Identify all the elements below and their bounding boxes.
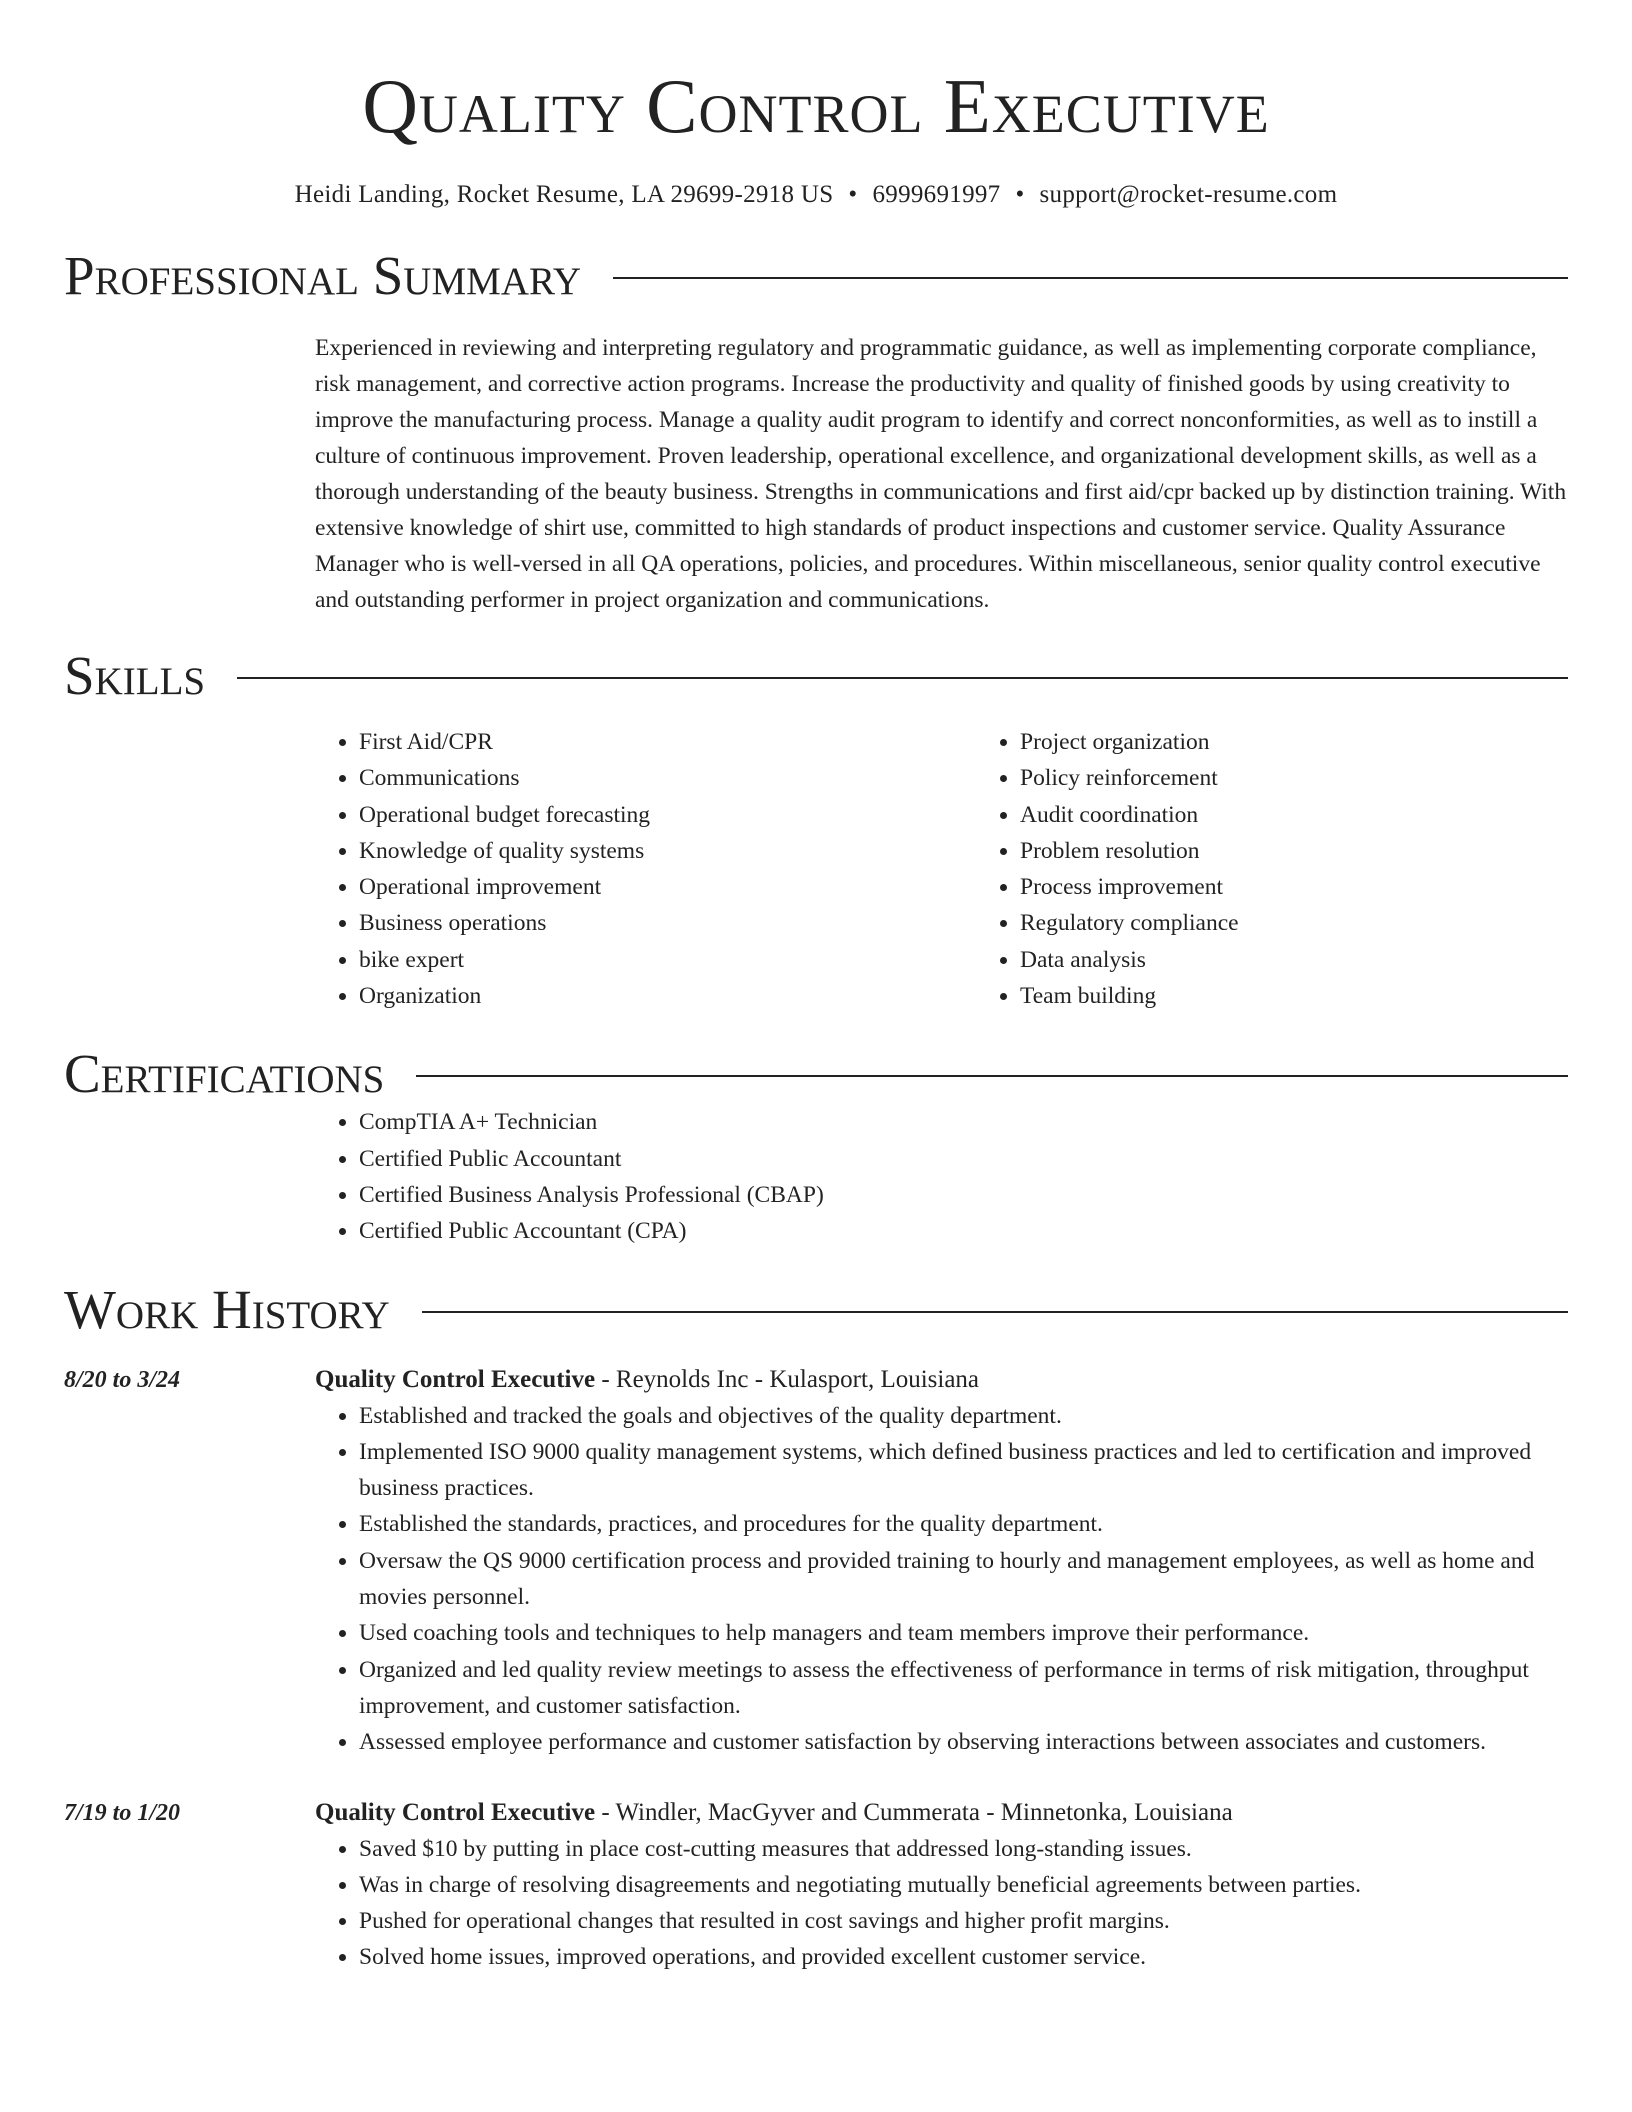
contact-line [64,180,1568,210]
section-divider [416,1075,1568,1077]
certification-item: • CompTIA A+ Technician [359,1104,1568,1140]
skill-item: • Policy reinforcement [1020,760,1632,796]
contact-separator: • [1015,181,1025,208]
summary-header [64,246,1568,306]
skill-item: • First Aid/CPR [359,724,976,760]
job-dates: 7/19 to 1/20 [64,1799,181,1826]
skill-item: • Operational improvement [359,869,976,905]
skill-item: • bike expert [359,942,976,978]
skills-section [64,646,1568,1014]
job-company-location: - Windler, MacGyver and Cummerata - Minnetonka, Louisiana [595,1798,1233,1826]
skills-heading: Skills [64,645,206,706]
resume-title: Quality Control Executive [362,63,1270,149]
job-bullet: • Implemented ISO 9000 quality management systems, which defined business practices and led to certification and improved business practices. [359,1434,1568,1507]
summary-heading: Professional Summary [64,245,582,306]
work-history-section [64,1280,1568,1976]
skills-header [64,646,1568,706]
skill-item: • Team building [1020,978,1632,1014]
skill-item: • Data analysis [1020,942,1632,978]
summary-section [64,246,1568,618]
skill-item: • Project organization [1020,724,1632,760]
job-heading [315,1795,1568,1831]
job-bullet: • Used coaching tools and techniques to help managers and team members improve their performance. [359,1615,1568,1651]
certifications-section [64,1044,1568,1249]
job-entry [64,1795,1568,1976]
certification-item: • Certified Public Accountant [359,1141,1568,1177]
skill-item: • Business operations [359,905,976,941]
section-divider [422,1311,1568,1313]
job-bullet: • Established the standards, practices, and procedures for the quality department. [359,1506,1568,1542]
job-bullet: • Was in charge of resolving disagreements and negotiating mutually beneficial agreements between parties. [359,1867,1568,1903]
certifications-list [315,1104,1568,1249]
skills-grid [315,724,1568,1014]
contact-separator: • [848,181,858,208]
contact-address: Heidi Landing, Rocket Resume, LA 29699-2918 US [294,181,834,208]
skill-item: • Communications [359,760,976,796]
job-bullet: • Saved $10 by putting in place cost-cutting measures that addressed long-standing issues. [359,1831,1568,1867]
section-divider [237,677,1568,679]
job-bullets [315,1831,1568,1976]
skill-item: • Problem resolution [1020,833,1632,869]
job-dates: 8/20 to 3/24 [64,1366,181,1393]
skill-item: • Operational budget forecasting [359,797,976,833]
skill-item: • Organization [359,978,976,1014]
contact-email: support@rocket-resume.com [1039,181,1338,208]
job-bullet: • Established and tracked the goals and objectives of the quality department. [359,1398,1568,1434]
summary-text: Experienced in reviewing and interpreting regulatory and programmatic guidance, as well as implementing corporate compliance, risk management, and corrective action programs. Increase the productivity and quality of finished goods by using creativity to improve the manufacturing process. Manage a quality audit program to identify and correct nonconformities, as well as to instill a culture of continuous improvement. Proven leadership, operational excellence, and organizational development skills, as well as a thorough understanding of the beauty business. Strengths in communications and first aid/cpr backed up by distinction training. With extensive knowledge of shirt use, committed to high standards of product inspections and customer service. Quality Assurance Manager who is well-versed in all QA operations, policies, and procedures. Within miscellaneous, senior quality control executive and outstanding performer in project organization and communications. [315,335,1567,613]
skill-item: • Knowledge of quality systems [359,833,976,869]
section-divider [613,277,1568,279]
work-history-header [64,1280,1568,1340]
job-position: Quality Control Executive [315,1365,596,1393]
job-bullet: • Solved home issues, improved operations, and provided excellent customer service. [359,1939,1568,1975]
job-heading [315,1362,1568,1398]
certification-item: • Certified Public Accountant (CPA) [359,1213,1568,1249]
job-entry [64,1362,1568,1761]
certifications-heading: Certifications [64,1043,385,1105]
skill-item: • Regulatory compliance [1020,905,1632,941]
certification-item: • Certified Business Analysis Professional (CBAP) [359,1177,1568,1213]
skills-list-left [315,724,976,1014]
skill-item: • Process improvement [1020,869,1632,905]
certifications-header [64,1044,1568,1104]
contact-phone: 6999691997 [872,181,1001,208]
job-bullet: • Assessed employee performance and customer satisfaction by observing interactions between associates and customers. [359,1724,1568,1760]
job-bullet: • Pushed for operational changes that resulted in cost savings and higher profit margins. [359,1903,1568,1939]
skill-item: • Audit coordination [1020,797,1632,833]
work-history-heading: Work History [64,1278,390,1340]
job-bullets [315,1398,1568,1761]
job-company-location: - Reynolds Inc - Kulasport, Louisiana [595,1365,980,1393]
job-bullet: • Organized and led quality review meetings to assess the effectiveness of performance in terms of risk mitigation, throughput improvement, and customer satisfaction. [359,1652,1568,1725]
job-position: Quality Control Executive [315,1798,596,1826]
job-bullet: • Oversaw the QS 9000 certification process and provided training to hourly and management employees, as well as home and movies personnel. [359,1543,1568,1616]
skills-list-right [976,724,1632,1014]
